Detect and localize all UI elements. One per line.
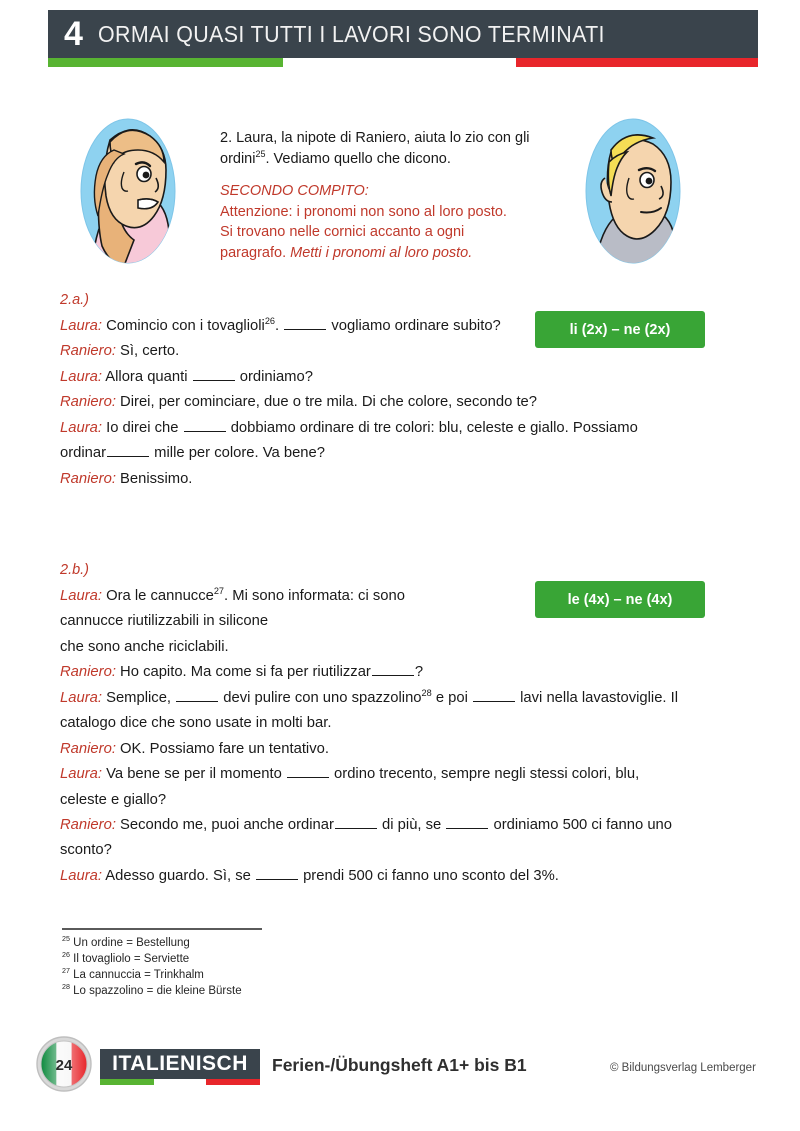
answer-blank[interactable] bbox=[335, 815, 377, 829]
dialogue-text: Va bene se per il momento bbox=[101, 766, 286, 783]
footnote-text: Un ordine = Bestellung bbox=[69, 936, 190, 949]
laura-avatar bbox=[80, 116, 177, 266]
footer-subtitle: Ferien-/Übungsheft A1+ bis B1 bbox=[272, 1055, 527, 1075]
dialogue-line bbox=[60, 737, 680, 762]
dialogue-text: Semplice, bbox=[101, 689, 176, 706]
answer-blank[interactable] bbox=[193, 367, 235, 381]
task-line-3-pre: paragrafo. bbox=[220, 244, 291, 261]
answer-blank[interactable] bbox=[184, 418, 226, 432]
footnote-marker: 25 bbox=[62, 934, 70, 943]
dialogue-line bbox=[60, 762, 680, 813]
speaker-label: Laura: bbox=[60, 867, 102, 884]
subject-label: ITALIENISCH bbox=[112, 1052, 248, 1075]
dialogue-text: Secondo me, puoi anche ordinar bbox=[115, 816, 334, 833]
dialogue-text: Ora le cannucce bbox=[101, 588, 214, 604]
speaker-label: Raniero: bbox=[60, 816, 116, 833]
footnote-item bbox=[62, 935, 462, 951]
speaker-label: Laura: bbox=[60, 766, 102, 783]
speaker-label: Raniero: bbox=[60, 343, 116, 360]
footnote-ref-27: 27 bbox=[213, 586, 225, 597]
task-heading: SECONDO COMPITO: bbox=[220, 183, 369, 200]
dialogue-text: ordiniamo 500 ci fanno uno sconto? bbox=[60, 816, 673, 859]
dialogue-text: ordiniamo? bbox=[235, 368, 313, 385]
subject-flag-stripes bbox=[100, 1079, 260, 1085]
subject-stripe-white bbox=[154, 1079, 206, 1085]
speaker-label: Raniero: bbox=[60, 470, 116, 487]
intro-paragraph-pre: 2. Laura, la nipote di Raniero, aiuta lo zio con gli ordini bbox=[220, 130, 530, 167]
stripe-white bbox=[283, 58, 516, 67]
dialogue-text: Io direi che bbox=[101, 419, 183, 436]
stripe-green bbox=[48, 58, 283, 67]
dialogue-text: . Mi sono informata: ci sono bbox=[224, 588, 405, 604]
footnote-item bbox=[62, 983, 462, 999]
dialogue-line bbox=[60, 390, 680, 415]
answer-blank[interactable] bbox=[176, 688, 218, 702]
dialogue-text: mille per colore. Va bene? bbox=[150, 445, 325, 462]
subject-stripe-red bbox=[206, 1079, 260, 1085]
footnote-ref-25: 25 bbox=[255, 148, 266, 159]
section-label-b: 2.b.) bbox=[60, 562, 90, 578]
subject-stripe-green bbox=[100, 1079, 154, 1085]
dialogue-line bbox=[60, 467, 680, 492]
dialogue-line bbox=[60, 365, 680, 390]
footnote-marker: 28 bbox=[62, 983, 70, 992]
intro-paragraph bbox=[220, 128, 560, 169]
page-number-text: 24 bbox=[55, 1057, 73, 1074]
dialogue-text: Adesso guardo. Sì, se bbox=[101, 867, 255, 884]
dialogue-text: ordino trecento, sempre negli stessi colori, blu, celeste e giallo? bbox=[60, 766, 640, 808]
dialogue-text: Allora quanti bbox=[101, 368, 192, 385]
dialogue-text: che sono anche riciclabili. bbox=[60, 638, 229, 655]
chapter-title: ORMAI QUASI TUTTI I LAVORI SONO TERMINATI bbox=[97, 20, 605, 47]
dialogue-text: OK. Possiamo fare un tentativo. bbox=[115, 740, 329, 757]
speaker-label: Raniero: bbox=[60, 394, 116, 411]
dialogue-line bbox=[60, 635, 680, 660]
subject-bar bbox=[100, 1049, 260, 1079]
dialogue-text: Sì, certo. bbox=[115, 343, 180, 360]
footnote-separator bbox=[62, 928, 262, 930]
task-line-3-italic: Metti i pronomi al loro posto. bbox=[290, 244, 473, 261]
dialogue-text: e poi bbox=[431, 689, 473, 706]
task-line-1: Attenzione: i pronomi non sono al loro posto. bbox=[220, 203, 507, 220]
answer-blank[interactable] bbox=[473, 688, 515, 702]
answer-blank[interactable] bbox=[256, 866, 298, 880]
dialogue-text: lavi nella lavastoviglie. Il catalogo dice che sono usate in molti bar. bbox=[60, 689, 679, 732]
dialogue-text: . bbox=[275, 318, 284, 334]
footnotes-block bbox=[62, 928, 462, 1000]
footnote-marker: 27 bbox=[62, 967, 70, 976]
dialogue-text: Direi, per cominciare, due o tre mila. Di che colore, secondo te? bbox=[115, 394, 538, 411]
dialogue-text: dobbiamo ordinare di tre colori: blu, celeste e giallo. Possiamo ordinar bbox=[60, 419, 638, 462]
speaker-label: Laura: bbox=[60, 318, 102, 334]
footnote-marker: 26 bbox=[62, 951, 70, 959]
footer-copyright: © Bildungsverlag Lemberger bbox=[610, 1062, 756, 1074]
footnote-ref-28: 28 bbox=[421, 687, 432, 698]
dialogue-text: di più, se bbox=[377, 816, 446, 833]
footnote-list bbox=[62, 935, 462, 1000]
footnote-text: La cannuccia = Trinkhalm bbox=[69, 969, 204, 982]
stripe-red bbox=[516, 58, 758, 67]
dialogue-line bbox=[60, 686, 680, 737]
intro-paragraph-post: . Vediamo quello che dicono. bbox=[265, 150, 451, 167]
speaker-label: Raniero: bbox=[60, 740, 116, 757]
dialogue-text: cannucce riutilizzabili in silicone bbox=[60, 613, 269, 630]
dialogue-text: prendi 500 ci fanno uno sconto del 3%. bbox=[298, 867, 559, 884]
answer-blank[interactable] bbox=[372, 663, 414, 677]
chapter-number: 4 bbox=[64, 15, 82, 53]
chapter-header-bar bbox=[48, 10, 758, 58]
dialogue-text: devi pulire con uno spazzolino bbox=[219, 689, 422, 706]
header-flag-stripes bbox=[48, 58, 758, 67]
pronoun-badge-b: le (4x) – ne (4x) bbox=[535, 581, 705, 618]
speaker-label: Laura: bbox=[60, 419, 102, 436]
footnote-text: Il tovagliolo = Serviette bbox=[69, 952, 190, 965]
section-label-a: 2.a.) bbox=[60, 292, 90, 308]
chapter-header bbox=[48, 10, 758, 67]
answer-blank[interactable] bbox=[446, 815, 488, 829]
dialogue-text: vogliamo ordinare subito? bbox=[327, 318, 501, 334]
answer-blank[interactable] bbox=[284, 316, 326, 330]
task-line-2: Si trovano nelle cornici accanto a ogni bbox=[220, 224, 465, 241]
task-instructions bbox=[220, 202, 560, 264]
dialogue-line bbox=[60, 813, 680, 864]
dialogue-lines-b bbox=[60, 584, 760, 889]
answer-blank[interactable] bbox=[287, 764, 329, 778]
dialogue-text: ? bbox=[414, 664, 424, 681]
footnote-item bbox=[62, 951, 462, 967]
intro-block bbox=[48, 110, 758, 285]
dialogue-line bbox=[60, 416, 680, 467]
footnote-ref-26: 26 bbox=[264, 316, 275, 327]
dialogue-line bbox=[60, 864, 680, 889]
page-number-flag-badge bbox=[36, 1036, 92, 1092]
raniero-avatar bbox=[585, 116, 682, 266]
dialogue-line bbox=[60, 660, 680, 685]
footnote-text: Lo spazzolino = die kleine Bürste bbox=[69, 985, 242, 998]
intro-text bbox=[220, 128, 560, 263]
speaker-label: Laura: bbox=[60, 689, 102, 706]
dialogue-text: Ho capito. Ma come si fa per riutilizzar bbox=[115, 664, 371, 681]
speaker-label: Laura: bbox=[60, 368, 102, 385]
speaker-label: Laura: bbox=[60, 588, 102, 604]
subject-badge bbox=[100, 1049, 260, 1085]
pronoun-badge-a: li (2x) – ne (2x) bbox=[535, 311, 705, 348]
speaker-label: Raniero: bbox=[60, 664, 116, 681]
dialogue-text: Benissimo. bbox=[115, 470, 193, 487]
answer-blank[interactable] bbox=[107, 444, 149, 458]
footnote-item bbox=[62, 967, 462, 983]
dialogue-text: Comincio con i tovaglioli bbox=[101, 318, 265, 334]
